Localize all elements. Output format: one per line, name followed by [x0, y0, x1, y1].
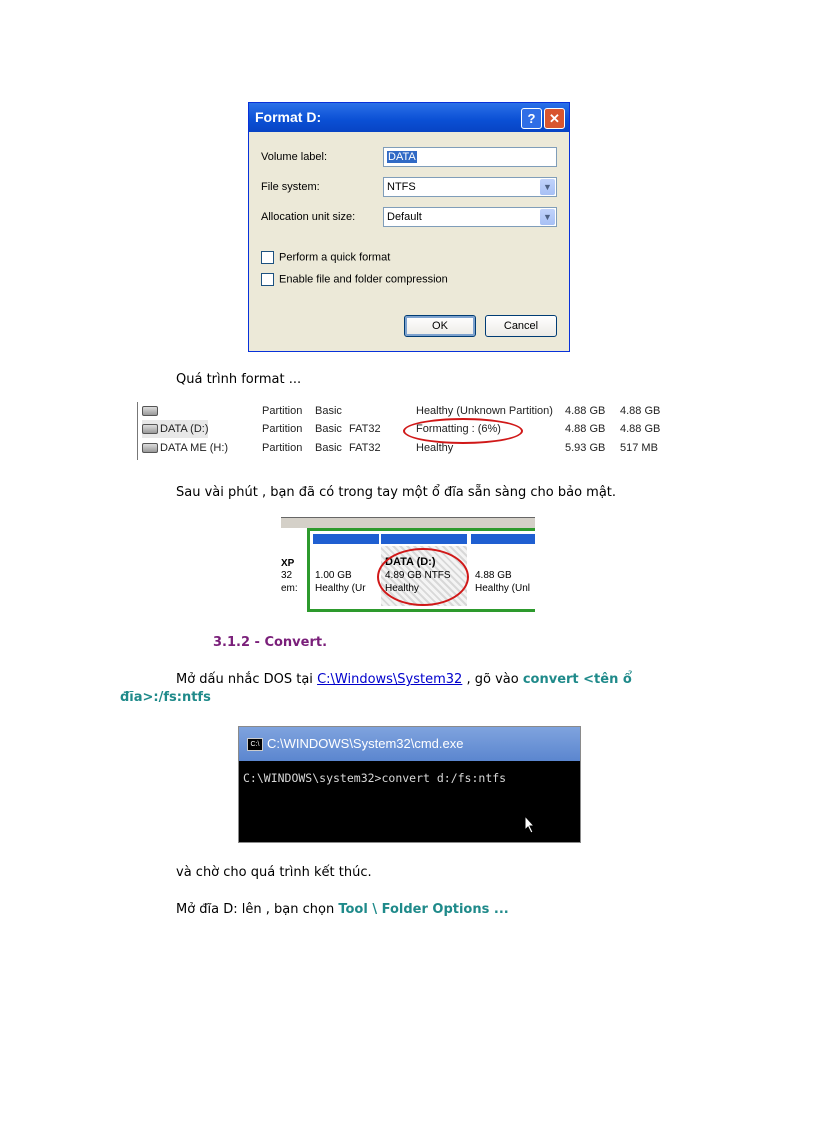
- partition-status: Healthy: [385, 583, 419, 594]
- disk-map: [281, 517, 535, 616]
- row-status: Healthy: [416, 442, 454, 454]
- drive-row-name: DATA ME (H:): [142, 439, 228, 457]
- close-button[interactable]: ✕: [544, 108, 565, 129]
- allocation-unit-select[interactable]: [383, 207, 557, 227]
- row-type: Basic: [315, 405, 342, 417]
- row-layout: Partition: [262, 405, 303, 417]
- allocation-unit-label: Allocation unit size:: [261, 211, 356, 223]
- disk-label-cut: em:: [281, 583, 298, 594]
- cmd-window: [238, 726, 581, 843]
- row-free: 4.88 GB: [620, 405, 661, 417]
- row-free: 517 MB: [620, 442, 658, 454]
- partition-size: 4.89 GB NTFS: [385, 570, 451, 581]
- file-system-value: NTFS: [387, 181, 416, 193]
- compression-label: Enable file and folder compression: [279, 273, 448, 286]
- row-fs: FAT32: [349, 423, 381, 435]
- file-system-label: File system:: [261, 181, 320, 193]
- quick-format-checkbox[interactable]: [261, 251, 274, 264]
- drive-row-name: DATA (D:): [142, 420, 208, 438]
- quick-format-option[interactable]: [261, 251, 390, 264]
- dialog-titlebar[interactable]: [249, 103, 569, 132]
- partition-size: 4.88 GB: [475, 570, 512, 581]
- volume-label-value: DATA: [388, 151, 416, 163]
- volume-label-input[interactable]: [383, 147, 557, 167]
- process-caption: Quá trình format ...: [176, 372, 302, 387]
- after-caption: Sau vài phút , bạn đã có trong tay một ổ đĩa sẵn sàng cho bảo mật.: [176, 485, 617, 500]
- row-status: Formatting : (6%): [416, 423, 501, 435]
- row-fs: FAT32: [349, 442, 381, 454]
- wait-caption: và chờ cho quá trình kết thúc.: [176, 865, 372, 880]
- row-layout: Partition: [262, 423, 303, 435]
- cmd-command-line[interactable]: C:\WINDOWS\system32>convert d:/fs:ntfs: [243, 771, 507, 785]
- format-dialog: [248, 102, 570, 352]
- partition-row[interactable]: [138, 420, 664, 438]
- allocation-unit-value: Default: [387, 211, 422, 223]
- row-capacity: 4.88 GB: [565, 423, 606, 435]
- row-capacity: 5.93 GB: [565, 442, 606, 454]
- cancel-button[interactable]: Cancel: [485, 315, 557, 337]
- cmd-title: C:\WINDOWS\System32\cmd.exe: [267, 736, 464, 751]
- dos-command-cont: đĩa>:/fs:ntfs: [120, 690, 211, 705]
- volume-label-label: Volume label:: [261, 151, 328, 163]
- row-type: Basic: [315, 442, 342, 454]
- partition-row[interactable]: [138, 402, 664, 420]
- chevron-down-icon[interactable]: ▼: [540, 179, 555, 195]
- row-capacity: 4.88 GB: [565, 405, 606, 417]
- drive-icon: [142, 424, 158, 434]
- help-button[interactable]: ?: [521, 108, 542, 129]
- open-instruction: Mở đĩa D: lên , bạn chọn Tool \ Folder Options ...: [176, 902, 509, 917]
- row-type: Basic: [315, 423, 342, 435]
- quick-format-label: Perform a quick format: [279, 251, 391, 264]
- mouse-cursor-icon: [524, 815, 536, 835]
- compression-checkbox[interactable]: [261, 273, 274, 286]
- folder-options-menu: Tool \ Folder Options ...: [338, 902, 509, 917]
- partition-status: Healthy (Ur: [315, 583, 366, 594]
- ok-button[interactable]: OK: [404, 315, 476, 337]
- disk-label-cut: XP: [281, 558, 295, 569]
- highlight-circle: [377, 548, 469, 606]
- row-free: 4.88 GB: [620, 423, 661, 435]
- drive-icon: [142, 402, 160, 420]
- partition-size: 1.00 GB: [315, 570, 352, 581]
- partition-row[interactable]: [138, 439, 664, 457]
- drive-icon: [142, 443, 158, 453]
- dos-instruction: Mở dấu nhắc DOS tại C:\Windows\System32 , gõ vào convert <tên ổ: [176, 672, 632, 687]
- cmd-titlebar[interactable]: [239, 727, 580, 761]
- partition-status: Healthy (Unl: [475, 583, 531, 594]
- partition-name: DATA (D:): [385, 556, 436, 568]
- row-layout: Partition: [262, 442, 303, 454]
- cmd-icon: C:\: [247, 738, 263, 751]
- system32-link[interactable]: C:\Windows\System32: [317, 672, 463, 687]
- section-heading: 3.1.2 - Convert.: [213, 635, 328, 650]
- highlight-circle: [403, 418, 523, 444]
- partition-list: [137, 402, 664, 460]
- disk-label-cut: 32: [281, 570, 293, 581]
- file-system-select[interactable]: [383, 177, 557, 197]
- dialog-title: Format D:: [255, 109, 322, 125]
- row-status: Healthy (Unknown Partition): [416, 405, 553, 417]
- compression-option[interactable]: [261, 273, 448, 286]
- chevron-down-icon[interactable]: ▼: [540, 209, 555, 225]
